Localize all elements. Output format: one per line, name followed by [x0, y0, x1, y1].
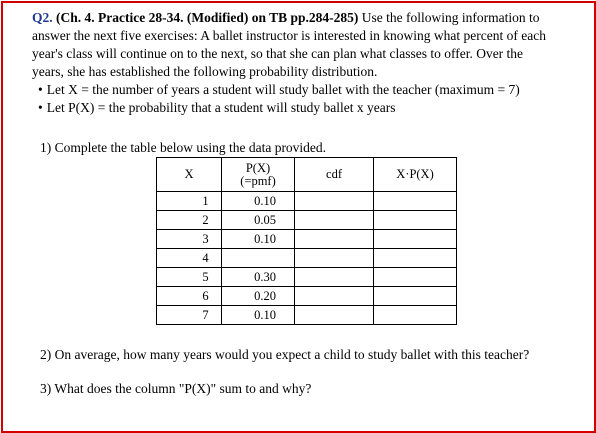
cell-px: 0.30 [222, 268, 295, 287]
question-paragraph [32, 9, 552, 81]
table-row [157, 287, 457, 306]
cell-x: 3 [157, 230, 222, 249]
header-cdf: cdf [295, 158, 374, 192]
header-px [222, 158, 295, 192]
question-intro: Use the following information to answer the next five exercises: A ballet instructor is interested in knowing what percent of each year's class will continue on to the next, so that she can plan what classes to offer. Over the years, she has established the following probability distribution. [32, 10, 546, 79]
question-block [32, 9, 552, 117]
cell-xpx [374, 230, 457, 249]
table-row [157, 192, 457, 211]
table-row [157, 306, 457, 325]
part-1-instruction: 1) Complete the table below using the data provided. [40, 140, 327, 155]
cell-cdf [295, 211, 374, 230]
table-row [157, 230, 457, 249]
cell-px: 0.20 [222, 287, 295, 306]
cell-cdf [295, 306, 374, 325]
header-px-line2: (=pmf) [240, 173, 276, 188]
header-px-line1: P(X) [245, 160, 271, 175]
cell-cdf [295, 230, 374, 249]
cell-px: 0.10 [222, 306, 295, 325]
cell-px: 0.05 [222, 211, 295, 230]
definitions-list [32, 81, 552, 117]
cell-x: 4 [157, 249, 222, 268]
cell-cdf [295, 249, 374, 268]
cell-px: 0.10 [222, 192, 295, 211]
table-header-row [157, 158, 457, 192]
table-row [157, 211, 457, 230]
header-xpx: X·P(X) [374, 158, 457, 192]
definition-px: • Let P(X) = the probability that a student will study ballet x years [38, 99, 552, 117]
cell-cdf [295, 287, 374, 306]
cell-cdf [295, 268, 374, 287]
cell-x: 2 [157, 211, 222, 230]
cell-px: 0.10 [222, 230, 295, 249]
cell-xpx [374, 287, 457, 306]
cell-cdf [295, 192, 374, 211]
cell-x: 5 [157, 268, 222, 287]
table-row [157, 268, 457, 287]
question-number: Q2. [32, 10, 53, 25]
cell-px [222, 249, 295, 268]
part-2-question: 2) On average, how many years would you expect a child to study ballet with this teacher? [40, 347, 530, 362]
cell-x: 6 [157, 287, 222, 306]
probability-table [156, 157, 457, 325]
table-row [157, 249, 457, 268]
cell-xpx [374, 211, 457, 230]
part-3-question: 3) What does the column "P(X)" sum to and why? [40, 381, 312, 396]
cell-x: 1 [157, 192, 222, 211]
cell-xpx [374, 306, 457, 325]
cell-xpx [374, 192, 457, 211]
cell-xpx [374, 268, 457, 287]
cell-xpx [374, 249, 457, 268]
cell-x: 7 [157, 306, 222, 325]
header-x: X [157, 158, 222, 192]
question-heading: (Ch. 4. Practice 28-34. (Modified) on TB pp.284-285) [56, 10, 359, 25]
definition-x: • Let X = the number of years a student will study ballet with the teacher (maximum = 7) [38, 81, 552, 99]
